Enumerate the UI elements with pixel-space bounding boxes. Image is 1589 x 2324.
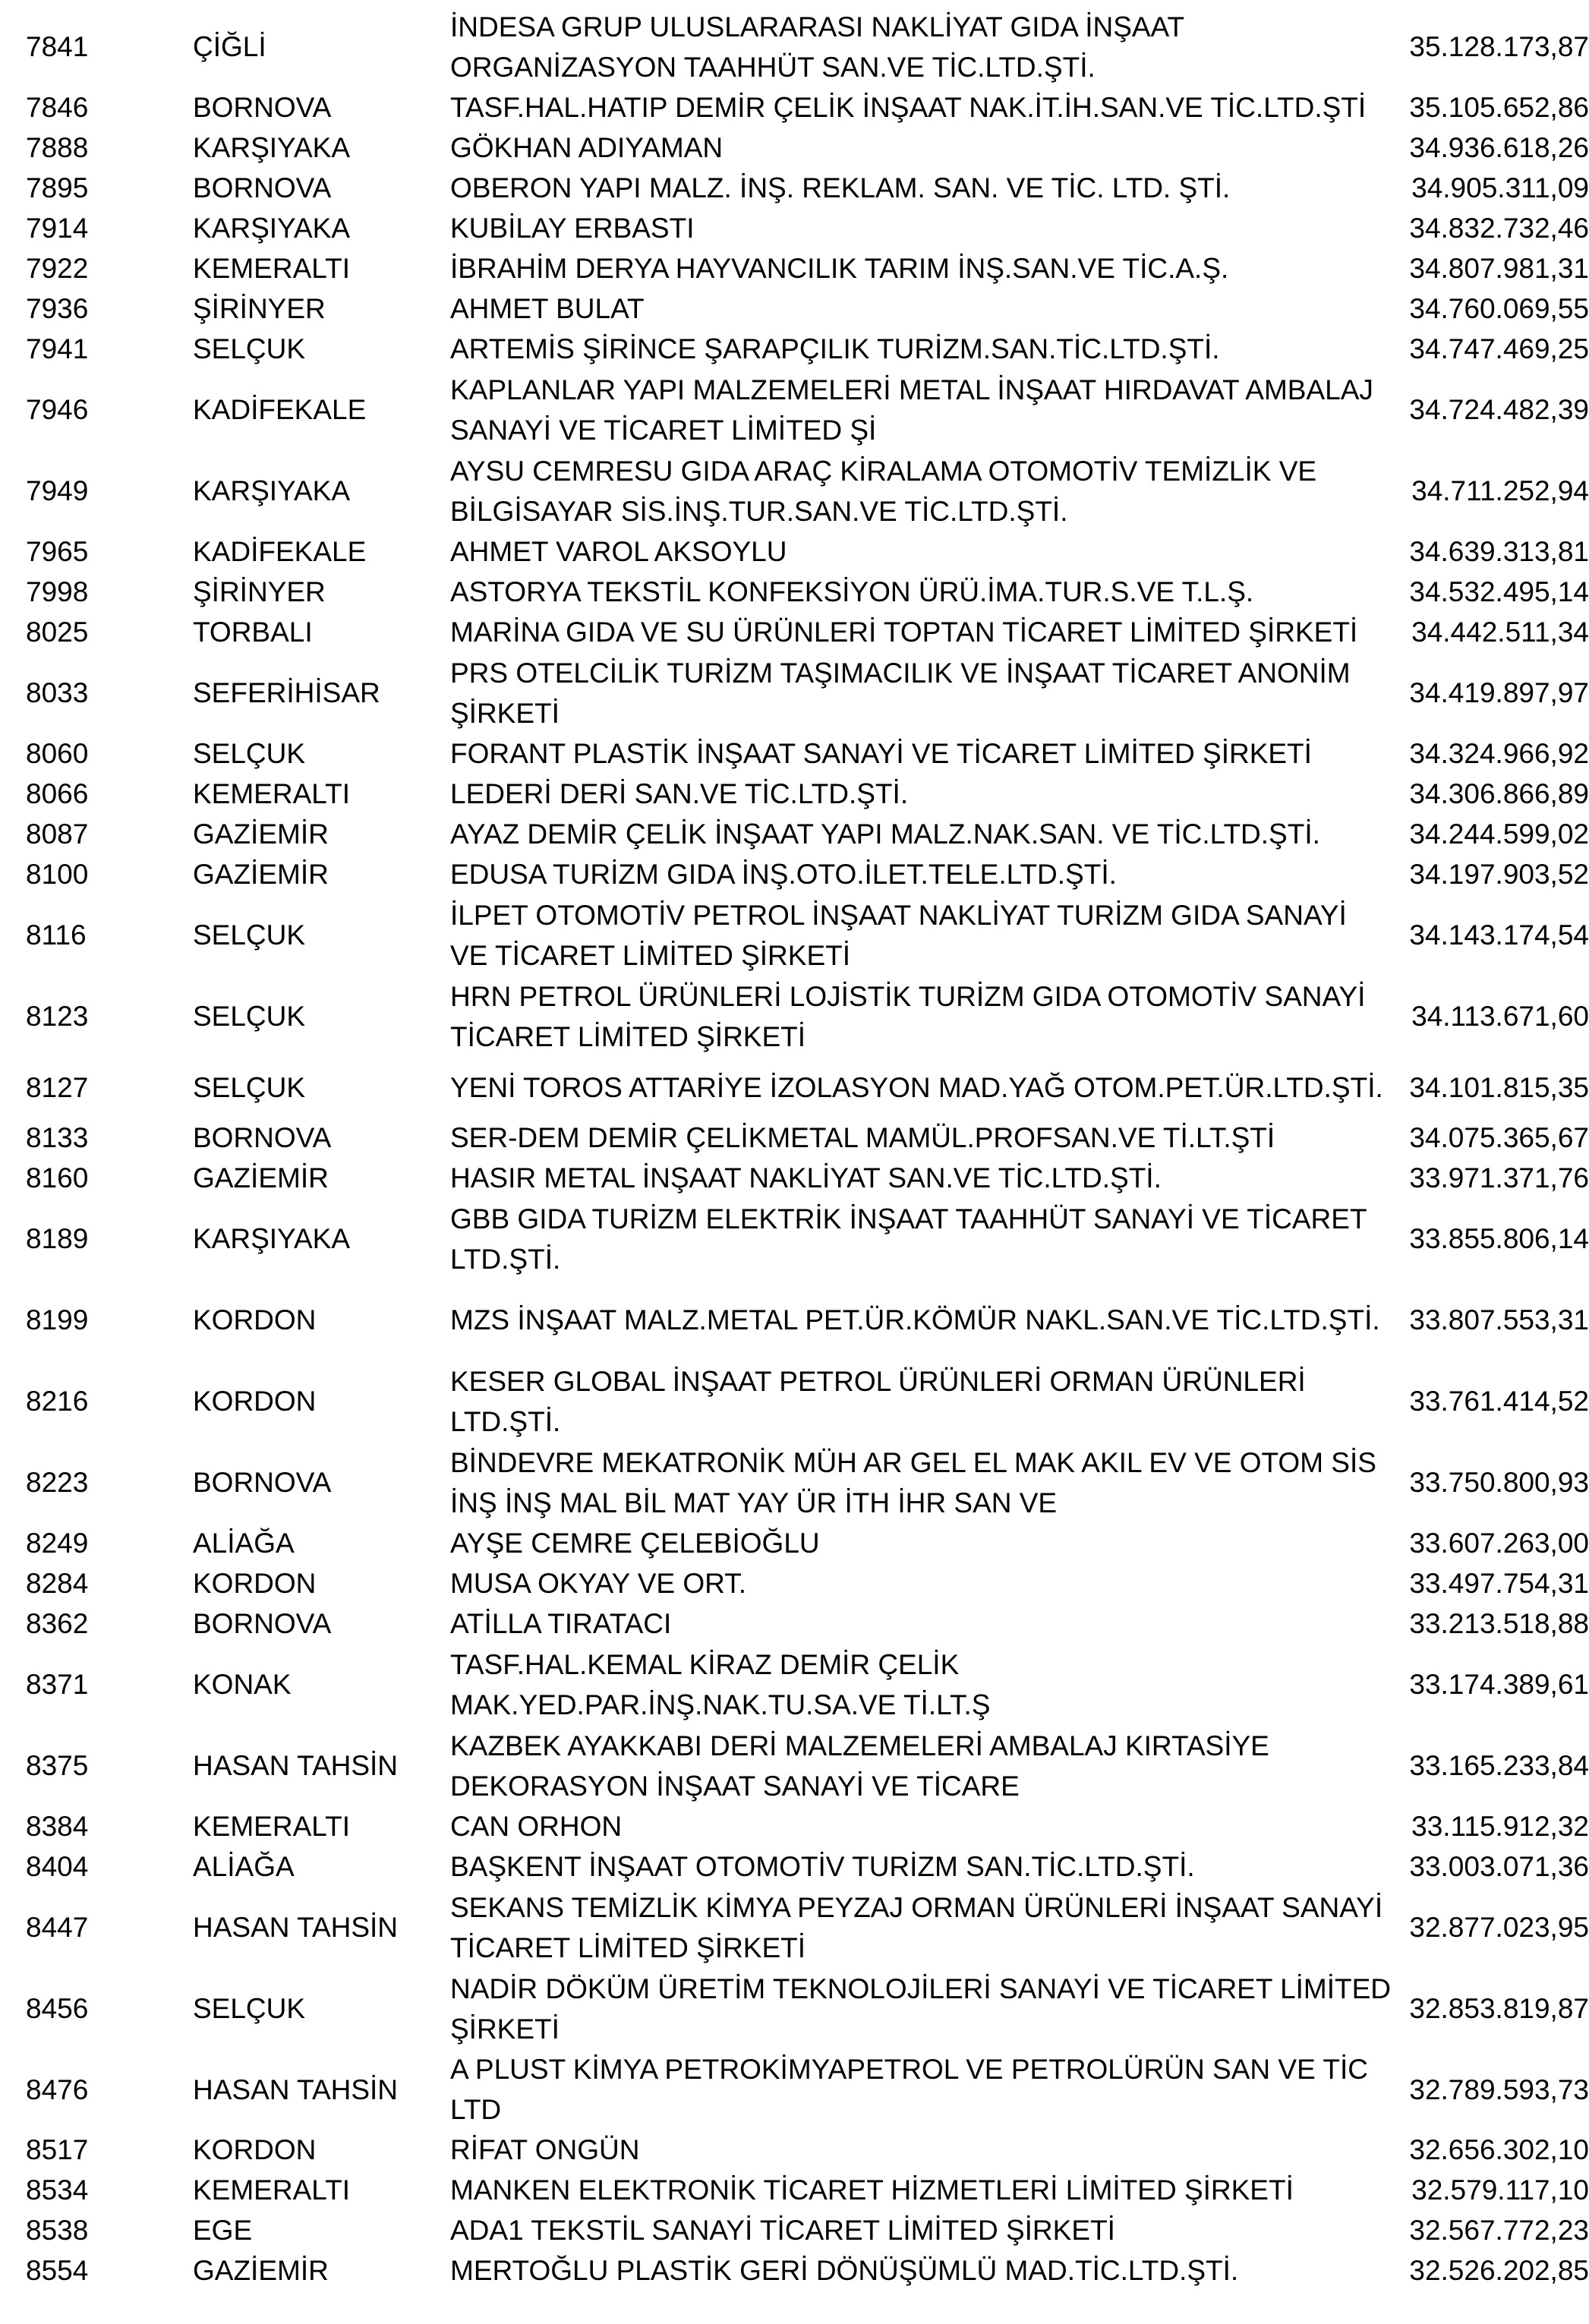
- table-row: [0, 87, 1589, 128]
- taxpayer-table: [0, 6, 1589, 2291]
- table-row: [0, 1361, 1589, 1442]
- table-row: [0, 774, 1589, 814]
- table-row: [0, 450, 1589, 531]
- tax-office-cell: ŞİRİNYER: [193, 293, 326, 324]
- rank-cell: 7949: [26, 475, 89, 506]
- amount-cell: 35.105.652,86: [1409, 92, 1589, 123]
- tax-office-cell: KEMERALTI: [193, 2174, 350, 2206]
- table-row: [0, 1968, 1589, 2049]
- taxpayer-name-cell: AYAZ DEMİR ÇELİK İNŞAAT YAPI MALZ.NAK.SAN. VE TİC.LTD.ŞTİ.: [450, 818, 1320, 850]
- tax-office-cell: SELÇUK: [193, 919, 306, 951]
- rank-cell: 8060: [26, 738, 89, 769]
- amount-cell: 34.143.174,54: [1409, 919, 1589, 951]
- table-row: [0, 1846, 1589, 1887]
- tax-office-cell: BORNOVA: [193, 1122, 332, 1153]
- rank-cell: 7998: [26, 576, 89, 607]
- amount-cell: 34.724.482,39: [1409, 394, 1589, 425]
- tax-office-cell: HASAN TAHSİN: [193, 2073, 399, 2105]
- tax-office-cell: GAZİEMİR: [193, 1162, 329, 1194]
- table-row: [0, 1442, 1589, 1523]
- amount-cell: 34.760.069,55: [1409, 293, 1589, 324]
- tax-office-cell: KORDON: [193, 1568, 317, 1599]
- taxpayer-name-cell: GÖKHAN ADIYAMAN: [450, 132, 724, 163]
- tax-office-cell: KEMERALTI: [193, 253, 350, 284]
- amount-cell: 33.607.263,00: [1409, 1528, 1589, 1559]
- table-row: [0, 6, 1589, 87]
- taxpayer-name-cell: MARİNA GIDA VE SU ÜRÜNLERİ TOPTAN TİCARET LİMİTED ŞİRKETİ: [450, 616, 1358, 648]
- amount-cell: 33.213.518,88: [1409, 1608, 1589, 1639]
- tax-office-cell: BORNOVA: [193, 92, 332, 123]
- rank-cell: 8127: [26, 1071, 89, 1103]
- tax-office-cell: KADİFEKALE: [193, 394, 367, 425]
- taxpayer-name-cell: AYSU CEMRESU GIDA ARAÇ KİRALAMA OTOMOTİV TEMİZLİK VE BİLGİSAYAR SİS.İNŞ.TUR.SAN.VE TİC.LTD.ŞTİ.: [450, 455, 1317, 527]
- rank-cell: 8189: [26, 1223, 89, 1254]
- taxpayer-name-cell: RİFAT ONGÜN: [450, 2134, 640, 2165]
- tax-office-cell: ALİAĞA: [193, 1851, 295, 1882]
- table-row: [0, 2130, 1589, 2170]
- rank-cell: 7965: [26, 536, 89, 567]
- amount-cell: 32.789.593,73: [1409, 2073, 1589, 2105]
- table-row: [0, 2049, 1589, 2130]
- taxpayer-name-cell: BAŞKENT İNŞAAT OTOMOTİV TURİZM SAN.TİC.LTD.ŞTİ.: [450, 1851, 1195, 1882]
- table-row: [0, 1158, 1589, 1198]
- amount-cell: 33.855.806,14: [1409, 1223, 1589, 1254]
- taxpayer-name-cell: ADA1 TEKSTİL SANAYİ TİCARET LİMİTED ŞİRKETİ: [450, 2215, 1115, 2246]
- taxpayer-name-cell: HASIR METAL İNŞAAT NAKLİYAT SAN.VE TİC.LTD.ŞTİ.: [450, 1162, 1162, 1194]
- rank-cell: 7846: [26, 92, 89, 123]
- taxpayer-name-cell: KESER GLOBAL İNŞAAT PETROL ÜRÜNLERİ ORMAN ÜRÜNLERİ LTD.ŞTİ.: [450, 1365, 1306, 1437]
- tax-office-cell: KADİFEKALE: [193, 536, 367, 567]
- table-row: [0, 1057, 1589, 1118]
- table-row: [0, 652, 1589, 733]
- tax-office-cell: SELÇUK: [193, 738, 306, 769]
- tax-office-cell: ÇİĞLİ: [193, 31, 266, 62]
- amount-cell: 35.128.173,87: [1409, 31, 1589, 62]
- rank-cell: 8375: [26, 1750, 89, 1781]
- table-row: [0, 1563, 1589, 1603]
- table-row: [0, 329, 1589, 369]
- amount-cell: 33.174.389,61: [1409, 1669, 1589, 1700]
- tax-office-cell: SEFERİHİSAR: [193, 677, 380, 708]
- taxpayer-name-cell: TASF.HAL.HATIP DEMİR ÇELİK İNŞAAT NAK.İT.İH.SAN.VE TİC.LTD.ŞTİ: [450, 92, 1367, 123]
- taxpayer-name-cell: A PLUST KİMYA PETROKİMYAPETROL VE PETROLÜRÜN SAN VE TİC LTD: [450, 2054, 1368, 2125]
- taxpayer-name-cell: HRN PETROL ÜRÜNLERİ LOJİSTİK TURİZM GIDA OTOMOTİV SANAYİ TİCARET LİMİTED ŞİRKETİ: [450, 980, 1366, 1052]
- rank-cell: 8249: [26, 1528, 89, 1559]
- taxpayer-name-cell: OBERON YAPI MALZ. İNŞ. REKLAM. SAN. VE TİC. LTD. ŞTİ.: [450, 172, 1231, 203]
- tax-office-cell: KARŞIYAKA: [193, 213, 351, 244]
- taxpayer-name-cell: KAZBEK AYAKKABI DERİ MALZEMELERİ AMBALAJ KIRTASİYE DEKORASYON İNŞAAT SANAYİ VE TİCARE: [450, 1730, 1269, 1802]
- amount-cell: 32.656.302,10: [1409, 2134, 1589, 2165]
- table-row: [0, 1118, 1589, 1158]
- taxpayer-name-cell: MERTOĞLU PLASTİK GERİ DÖNÜŞÜMLÜ MAD.TİC.LTD.ŞTİ.: [450, 2255, 1239, 2286]
- amount-cell: 32.877.023,95: [1409, 1912, 1589, 1943]
- taxpayer-name-cell: ASTORYA TEKSTİL KONFEKSİYON ÜRÜ.İMA.TUR.S.VE T.L.Ş.: [450, 576, 1254, 607]
- tax-office-cell: KORDON: [193, 2134, 317, 2165]
- tax-office-cell: KARŞIYAKA: [193, 475, 351, 506]
- table-row: [0, 1644, 1589, 1725]
- taxpayer-name-cell: KUBİLAY ERBASTI: [450, 213, 695, 244]
- taxpayer-name-cell: LEDERİ DERİ SAN.VE TİC.LTD.ŞTİ.: [450, 778, 909, 809]
- rank-cell: 8025: [26, 616, 89, 648]
- table-row: [0, 976, 1589, 1057]
- table-row: [0, 369, 1589, 450]
- table-row: [0, 1725, 1589, 1806]
- tax-office-cell: ALİAĞA: [193, 1528, 295, 1559]
- taxpayer-name-cell: AHMET BULAT: [450, 293, 645, 324]
- taxpayer-name-cell: TASF.HAL.KEMAL KİRAZ DEMİR ÇELİK MAK.YED.PAR.İNŞ.NAK.TU.SA.VE Tİ.LT.Ş: [450, 1648, 991, 1720]
- amount-cell: 34.324.966,92: [1409, 738, 1589, 769]
- rank-cell: 8199: [26, 1304, 89, 1335]
- amount-cell: 34.936.618,26: [1409, 132, 1589, 163]
- rank-cell: 7946: [26, 394, 89, 425]
- amount-cell: 34.832.732,46: [1409, 213, 1589, 244]
- tax-office-cell: EGE: [193, 2215, 253, 2246]
- tax-office-cell: KORDON: [193, 1304, 317, 1335]
- taxpayer-name-cell: SER-DEM DEMİR ÇELİKMETAL MAMÜL.PROFSAN.VE Tİ.LT.ŞTİ: [450, 1122, 1275, 1153]
- amount-cell: 34.101.815,35: [1409, 1071, 1589, 1103]
- table-row: [0, 289, 1589, 329]
- rank-cell: 8554: [26, 2255, 89, 2286]
- tax-office-cell: BORNOVA: [193, 1467, 332, 1498]
- rank-cell: 8404: [26, 1851, 89, 1882]
- rank-cell: 8517: [26, 2134, 89, 2165]
- table-row: [0, 2210, 1589, 2250]
- tax-office-cell: KEMERALTI: [193, 1811, 350, 1842]
- table-row: [0, 1603, 1589, 1644]
- amount-cell: 34.639.313,81: [1409, 536, 1589, 567]
- tax-office-cell: HASAN TAHSİN: [193, 1750, 399, 1781]
- taxpayer-name-cell: BİNDEVRE MEKATRONİK MÜH AR GEL EL MAK AKIL EV VE OTOM SİS İNŞ İNŞ MAL BİL MAT YAY ÜR İTH İHR SAN VE: [450, 1446, 1376, 1518]
- rank-cell: 8362: [26, 1608, 89, 1639]
- table-row: [0, 814, 1589, 854]
- amount-cell: 32.526.202,85: [1409, 2255, 1589, 2286]
- table-body: [0, 6, 1589, 2291]
- tax-office-cell: SELÇUK: [193, 1071, 306, 1103]
- tax-office-cell: BORNOVA: [193, 1608, 332, 1639]
- rank-cell: 8100: [26, 859, 89, 890]
- taxpayer-name-cell: ATİLLA TIRATACI: [450, 1608, 672, 1639]
- table-row: [0, 1279, 1589, 1361]
- taxpayer-name-cell: FORANT PLASTİK İNŞAAT SANAYİ VE TİCARET LİMİTED ŞİRKETİ: [450, 738, 1312, 769]
- rank-cell: 8033: [26, 677, 89, 708]
- tax-office-cell: HASAN TAHSİN: [193, 1912, 399, 1943]
- taxpayer-name-cell: YENİ TOROS ATTARİYE İZOLASYON MAD.YAĞ OTOM.PET.ÜR.LTD.ŞTİ.: [450, 1071, 1383, 1103]
- amount-cell: 34.197.903,52: [1409, 859, 1589, 890]
- amount-cell: 34.442.511,34: [1411, 616, 1589, 648]
- rank-cell: 7922: [26, 253, 89, 284]
- table-row: [0, 1887, 1589, 1968]
- rank-cell: 8456: [26, 1993, 89, 2024]
- taxpayer-name-cell: AHMET VAROL AKSOYLU: [450, 536, 787, 567]
- tax-office-cell: KORDON: [193, 1386, 317, 1417]
- amount-cell: 34.113.671,60: [1411, 1001, 1589, 1032]
- table-row: [0, 2170, 1589, 2210]
- taxpayer-name-cell: MZS İNŞAAT MALZ.METAL PET.ÜR.KÖMÜR NAKL.SAN.VE TİC.LTD.ŞTİ.: [450, 1304, 1380, 1335]
- taxpayer-name-cell: GBB GIDA TURİZM ELEKTRİK İNŞAAT TAAHHÜT SANAYİ VE TİCARET LTD.ŞTİ.: [450, 1203, 1367, 1275]
- amount-cell: 34.747.469,25: [1409, 333, 1589, 364]
- rank-cell: 7936: [26, 293, 89, 324]
- rank-cell: 7888: [26, 132, 89, 163]
- table-row: [0, 1523, 1589, 1563]
- amount-cell: 34.306.866,89: [1409, 778, 1589, 809]
- tax-office-cell: SELÇUK: [193, 1993, 306, 2024]
- table-row: [0, 208, 1589, 248]
- amount-cell: 33.761.414,52: [1409, 1386, 1589, 1417]
- taxpayer-name-cell: ARTEMİS ŞİRİNCE ŞARAPÇILIK TURİZM.SAN.TİC.LTD.ŞTİ.: [450, 333, 1220, 364]
- amount-cell: 33.165.233,84: [1409, 1750, 1589, 1781]
- table-row: [0, 128, 1589, 168]
- rank-cell: 8066: [26, 778, 89, 809]
- taxpayer-name-cell: İBRAHİM DERYA HAYVANCILIK TARIM İNŞ.SAN.VE TİC.A.Ş.: [450, 253, 1229, 284]
- tax-office-cell: KEMERALTI: [193, 778, 350, 809]
- taxpayer-name-cell: SEKANS TEMİZLİK KİMYA PEYZAJ ORMAN ÜRÜNLERİ İNŞAAT SANAYİ TİCARET LİMİTED ŞİRKETİ: [450, 1891, 1383, 1963]
- taxpayer-name-cell: İLPET OTOMOTİV PETROL İNŞAAT NAKLİYAT TURİZM GIDA SANAYİ VE TİCARET LİMİTED ŞİRKETİ: [450, 899, 1347, 971]
- tax-office-cell: SELÇUK: [193, 1001, 306, 1032]
- amount-cell: 33.971.371,76: [1409, 1162, 1589, 1194]
- amount-cell: 33.807.553,31: [1409, 1304, 1589, 1335]
- rank-cell: 7941: [26, 333, 89, 364]
- taxpayer-name-cell: NADİR DÖKÜM ÜRETİM TEKNOLOJİLERİ SANAYİ VE TİCARET LİMİTED ŞİRKETİ: [450, 1972, 1392, 2045]
- amount-cell: 32.567.772,23: [1409, 2215, 1589, 2246]
- tax-office-cell: KARŞIYAKA: [193, 132, 351, 163]
- rank-cell: 8534: [26, 2174, 89, 2206]
- table-row: [0, 733, 1589, 774]
- rank-cell: 8223: [26, 1467, 89, 1498]
- amount-cell: 34.905.311,09: [1411, 172, 1589, 203]
- amount-cell: 33.497.754,31: [1409, 1568, 1589, 1599]
- rank-cell: 8160: [26, 1162, 89, 1194]
- tax-office-cell: BORNOVA: [193, 172, 332, 203]
- rank-cell: 7914: [26, 213, 89, 244]
- table-row: [0, 1198, 1589, 1279]
- tax-office-cell: GAZİEMİR: [193, 2255, 329, 2286]
- taxpayer-name-cell: MANKEN ELEKTRONİK TİCARET HİZMETLERİ LİMİTED ŞİRKETİ: [450, 2174, 1294, 2206]
- amount-cell: 34.075.365,67: [1409, 1122, 1589, 1153]
- rank-cell: 8216: [26, 1386, 89, 1417]
- tax-office-cell: SELÇUK: [193, 333, 306, 364]
- rank-cell: 8116: [26, 919, 87, 951]
- table-row: [0, 531, 1589, 572]
- amount-cell: 34.532.495,14: [1409, 576, 1589, 607]
- taxpayer-name-cell: KAPLANLAR YAPI MALZEMELERİ METAL İNŞAAT HIRDAVAT AMBALAJ SANAYİ VE TİCARET LİMİTED Şİ: [450, 374, 1373, 446]
- taxpayer-name-cell: PRS OTELCİLİK TURİZM TAŞIMACILIK VE İNŞAAT TİCARET ANONİM ŞİRKETİ: [450, 657, 1351, 729]
- table-row: [0, 248, 1589, 289]
- rank-cell: 8087: [26, 818, 89, 850]
- rank-cell: 7841: [26, 31, 89, 62]
- tax-office-cell: KONAK: [193, 1669, 292, 1700]
- amount-cell: 33.003.071,36: [1409, 1851, 1589, 1882]
- rank-cell: 8476: [26, 2073, 89, 2105]
- amount-cell: 33.750.800,93: [1409, 1467, 1589, 1498]
- table-row: [0, 168, 1589, 208]
- table-row: [0, 854, 1589, 894]
- tax-office-cell: ŞİRİNYER: [193, 576, 326, 607]
- table-row: [0, 894, 1589, 976]
- table-row: [0, 1806, 1589, 1846]
- taxpayer-name-cell: MUSA OKYAY VE ORT.: [450, 1568, 746, 1599]
- taxpayer-name-cell: AYŞE CEMRE ÇELEBİOĞLU: [450, 1528, 820, 1559]
- rank-cell: 7895: [26, 172, 89, 203]
- amount-cell: 34.244.599,02: [1409, 818, 1589, 850]
- tax-office-cell: GAZİEMİR: [193, 818, 329, 850]
- rank-cell: 8284: [26, 1568, 89, 1599]
- amount-cell: 32.853.819,87: [1409, 1993, 1589, 2024]
- table-row: [0, 2250, 1589, 2291]
- rank-cell: 8384: [26, 1811, 89, 1842]
- tax-office-cell: KARŞIYAKA: [193, 1223, 351, 1254]
- taxpayer-name-cell: İNDESA GRUP ULUSLARARASI NAKLİYAT GIDA İNŞAAT ORGANİZASYON TAAHHÜT SAN.VE TİC.LTD.ŞTİ.: [450, 11, 1184, 83]
- rank-cell: 8371: [26, 1669, 89, 1700]
- rank-cell: 8447: [26, 1912, 89, 1943]
- table-row: [0, 572, 1589, 612]
- taxpayer-name-cell: CAN ORHON: [450, 1811, 623, 1842]
- amount-cell: 32.579.117,10: [1411, 2174, 1589, 2206]
- tax-office-cell: GAZİEMİR: [193, 859, 329, 890]
- amount-cell: 34.419.897,97: [1409, 677, 1589, 708]
- rank-cell: 8123: [26, 1001, 89, 1032]
- amount-cell: 34.711.252,94: [1411, 475, 1589, 506]
- amount-cell: 34.807.981,31: [1409, 253, 1589, 284]
- rank-cell: 8538: [26, 2215, 89, 2246]
- table-row: [0, 612, 1589, 652]
- rank-cell: 8133: [26, 1122, 89, 1153]
- amount-cell: 33.115.912,32: [1411, 1811, 1589, 1842]
- tax-office-cell: TORBALI: [193, 616, 313, 648]
- taxpayer-name-cell: EDUSA TURİZM GIDA İNŞ.OTO.İLET.TELE.LTD.ŞTİ.: [450, 859, 1117, 890]
